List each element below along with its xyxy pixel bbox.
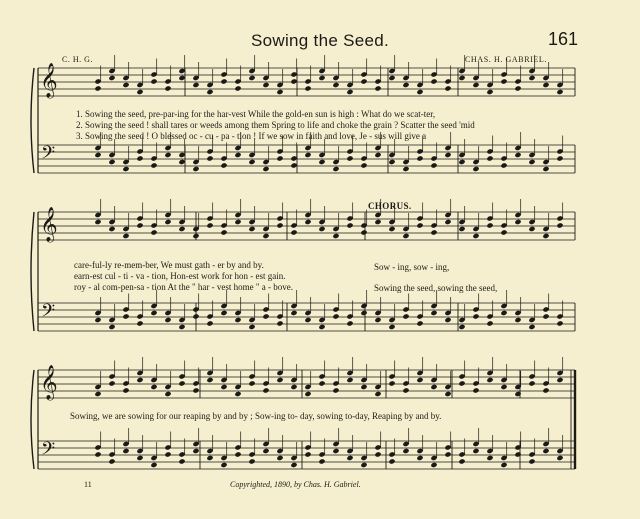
system-3-bass-note	[542, 448, 549, 454]
system-3-bass-note	[220, 462, 227, 468]
system-3-bass-note	[430, 462, 437, 468]
system-1-bass-note	[486, 155, 493, 161]
system-2-bass-note	[500, 310, 507, 316]
system-1-bass-note	[556, 155, 563, 161]
system-2-treble-note	[150, 229, 157, 235]
system-3-bass-note	[472, 448, 479, 454]
system-1-bass-note	[388, 159, 395, 165]
system-2-treble-note	[556, 222, 563, 228]
system-2-bass-note	[136, 320, 143, 326]
system-1-treble-note	[388, 75, 395, 81]
system-2-bass-note	[374, 317, 381, 323]
system-2-bass-note	[150, 310, 157, 316]
composer-credit: CHAS. H. GABRIEL.	[465, 55, 547, 64]
system-2-treble-note	[360, 229, 367, 235]
system-1-bass-note	[136, 155, 143, 161]
system-3-bass-note	[556, 455, 563, 461]
system-1-bass-note	[94, 152, 101, 158]
system-2-treble-note	[486, 222, 493, 228]
system-3-treble-note	[430, 384, 437, 390]
system-3-bass-note	[444, 451, 451, 457]
verse-2-line-a: 2. Sowing the seed ! shall tares or weeds among them Spring to life and choke the grain ? Scatter the seed 'mid	[76, 120, 475, 130]
system-2-treble-note	[346, 222, 353, 228]
system-2-bass-note	[514, 317, 521, 323]
system-3-bass-note	[346, 455, 353, 461]
system-3-bass-note	[304, 451, 311, 457]
verse-2-line-b: earn-est cul - ti - va - tion, Hon-est work for hon - est gain.	[74, 271, 286, 281]
system-2-treble-note	[472, 233, 479, 239]
system-1-bass-clef-icon: 𝄢	[41, 143, 56, 168]
page-number: 161	[548, 29, 579, 49]
system-2-bass-note	[290, 310, 297, 316]
system-1-bass-note	[444, 152, 451, 158]
system-1-bass-note	[416, 155, 423, 161]
system-2-treble-note	[206, 222, 213, 228]
system-3-bass-note	[374, 451, 381, 457]
system-3-bass-note	[458, 458, 465, 464]
system-3-treble-note	[178, 380, 185, 386]
system-2-bass-note	[346, 320, 353, 326]
system-2-treble-note	[136, 222, 143, 228]
system-2-treble-note	[402, 233, 409, 239]
system-2-brace	[31, 212, 34, 331]
system-3-treble-note	[290, 384, 297, 390]
system-1-bass-note	[528, 159, 535, 165]
system-2-treble-note	[192, 233, 199, 239]
chorus-line-1: Sow - ing, sow - ing,	[374, 262, 450, 272]
system-1-treble-note	[556, 89, 563, 95]
system-1-bass-note	[206, 155, 213, 161]
system-2-bass-note	[178, 324, 185, 330]
system-3-treble-note	[262, 387, 269, 393]
system-1-treble-note	[332, 82, 339, 88]
system-2-bass-note	[192, 313, 199, 319]
system-3-bass-note	[150, 462, 157, 468]
system-2-treble-note	[248, 226, 255, 232]
system-1-treble-note	[528, 75, 535, 81]
system-2-treble-note	[528, 226, 535, 232]
hymn-title: Sowing the Seed.	[250, 31, 390, 50]
system-1-bass-note	[290, 162, 297, 168]
system-2-treble-note	[500, 229, 507, 235]
system-1-bass-note	[234, 152, 241, 158]
system-1-brace	[31, 68, 34, 173]
system-3-bass-note	[514, 451, 521, 457]
system-2-bass-note	[458, 324, 465, 330]
system-2-treble-note	[444, 219, 451, 225]
system-1-treble-note	[150, 78, 157, 84]
system-1-bass-note	[304, 152, 311, 158]
system-2-bass-note	[360, 310, 367, 316]
system-2-bass-note	[430, 310, 437, 316]
system-1-treble-note	[136, 89, 143, 95]
system-3-treble-note	[192, 387, 199, 393]
system-2-bass-note	[262, 313, 269, 319]
system-1-bass-note	[192, 166, 199, 172]
system-3-treble-note	[458, 380, 465, 386]
system-2-treble-note	[374, 219, 381, 225]
system-3-brace	[31, 370, 34, 469]
system-2-bass-note	[556, 320, 563, 326]
system-1-treble-note	[346, 89, 353, 95]
system-3-bass-note	[136, 455, 143, 461]
system-3-treble-note	[514, 391, 521, 397]
system-3-treble-note	[444, 391, 451, 397]
system-1-bass-note	[346, 155, 353, 161]
system-2-treble-note	[416, 222, 423, 228]
system-2-treble-note	[122, 233, 129, 239]
system-1-bass-note	[262, 166, 269, 172]
system-2-treble-note	[542, 233, 549, 239]
system-1-bass-note	[542, 166, 549, 172]
system-3-treble-clef-icon: 𝄞	[40, 365, 58, 400]
system-2-bass-note	[486, 320, 493, 326]
system-1-treble-note	[360, 78, 367, 84]
system-2-treble-note	[290, 229, 297, 235]
system-3-treble-note	[374, 391, 381, 397]
system-2-treble-note	[458, 226, 465, 232]
system-3-bass-note	[332, 448, 339, 454]
system-2-bass-note	[402, 313, 409, 319]
system-3-bass-note	[500, 462, 507, 468]
system-3-treble-note	[248, 380, 255, 386]
system-1-treble-note	[206, 89, 213, 95]
system-3-treble-note	[206, 377, 213, 383]
system-3-bass-note	[248, 458, 255, 464]
system-1-bass-note	[178, 159, 185, 165]
system-1-bass-note	[318, 159, 325, 165]
system-2-bass-note	[122, 313, 129, 319]
system-1-treble-note	[290, 78, 297, 84]
system-3-bass-note	[276, 455, 283, 461]
system-2-bass-note	[472, 313, 479, 319]
system-2-treble-note	[304, 219, 311, 225]
system-2-bass-note	[332, 313, 339, 319]
system-1-treble-note	[500, 78, 507, 84]
system-3-bass-note	[94, 451, 101, 457]
system-1-bass-note	[360, 162, 367, 168]
system-2-treble-note	[108, 226, 115, 232]
chorus-label: CHORUS.	[368, 201, 412, 211]
system-1-bass-note	[108, 159, 115, 165]
system-1-bass-note	[402, 166, 409, 172]
system-3-bass-note	[290, 462, 297, 468]
verse-3-line-b: roy - al com-pen-sa - tion At the " har - vest home " a - bove.	[74, 282, 294, 292]
system-1-treble-note	[472, 82, 479, 88]
system-3-treble-note	[150, 384, 157, 390]
system-2-bass-note	[276, 320, 283, 326]
system-3-treble-note	[402, 387, 409, 393]
system-3-treble-note	[108, 380, 115, 386]
system-2-treble-clef-icon: 𝄞	[40, 207, 58, 242]
system-3-treble-note	[122, 387, 129, 393]
system-3-bass-note	[164, 451, 171, 457]
system-3-bass-clef-icon: 𝄢	[41, 439, 56, 464]
system-1-treble-note	[486, 89, 493, 95]
system-1-treble-note	[122, 82, 129, 88]
system-1-treble-note	[94, 85, 101, 91]
system-1-bass-note	[430, 162, 437, 168]
system-1-treble-note	[374, 85, 381, 91]
system-1-treble-note	[514, 85, 521, 91]
system-3-treble-note	[276, 377, 283, 383]
system-3-treble-note	[500, 384, 507, 390]
system-3-bass-note	[486, 455, 493, 461]
system-1-treble-clef-icon: 𝄞	[40, 63, 58, 98]
system-3-treble-note	[556, 377, 563, 383]
system-2-bass-note	[248, 324, 255, 330]
system-3-treble-note	[164, 391, 171, 397]
system-1-treble-note	[164, 85, 171, 91]
system-3-treble-note	[234, 391, 241, 397]
system-3-bass-note	[402, 448, 409, 454]
system-3-treble-note	[332, 387, 339, 393]
system-3-bass-note	[360, 462, 367, 468]
system-1-treble-note	[192, 82, 199, 88]
system-3-bass-note	[206, 455, 213, 461]
system-3-treble-note	[136, 377, 143, 383]
system-2-bass-note	[108, 324, 115, 330]
system-1-treble-note	[430, 78, 437, 84]
system-2-treble-note	[234, 219, 241, 225]
system-1-bass-note	[150, 162, 157, 168]
system-2-bass-note	[542, 313, 549, 319]
system-2-bass-note	[234, 317, 241, 323]
system-1-treble-note	[444, 85, 451, 91]
system-1-bass-note	[248, 159, 255, 165]
system-1-treble-note	[178, 75, 185, 81]
system-3-bass-note	[388, 458, 395, 464]
system-1-treble-note	[318, 75, 325, 81]
system-2-treble-note	[332, 233, 339, 239]
system-2-treble-note	[388, 226, 395, 232]
system-3-treble-note	[318, 380, 325, 386]
system-3-treble-note	[304, 391, 311, 397]
system-3-treble-note	[528, 380, 535, 386]
system-3-bass-note	[192, 448, 199, 454]
system-2-bass-note	[220, 310, 227, 316]
system-2-treble-note	[262, 233, 269, 239]
footer-page-label: 11	[84, 480, 92, 489]
system-2-treble-note	[276, 222, 283, 228]
system-1-treble-note	[220, 78, 227, 84]
system-2-treble-note	[514, 219, 521, 225]
system-2-treble-note	[220, 229, 227, 235]
system-3-bass-note	[318, 458, 325, 464]
system-1-treble-note	[416, 89, 423, 95]
system-3-treble-note	[542, 387, 549, 393]
system-2-bass-note	[444, 317, 451, 323]
system-2-bass-note	[304, 317, 311, 323]
system-1-bass-note	[164, 152, 171, 158]
system-1-treble-note	[108, 75, 115, 81]
system-1-treble-note	[304, 85, 311, 91]
system-3-treble-note	[346, 377, 353, 383]
system-1-bass-note	[514, 152, 521, 158]
system-1-treble-note	[262, 82, 269, 88]
system-2-bass-note	[318, 324, 325, 330]
lyricist-credit: C. H. G.	[62, 55, 93, 64]
chorus-line-2: Sowing the seed, sowing the seed,	[374, 283, 498, 293]
system-2-treble-note	[430, 229, 437, 235]
system-3-treble-note	[94, 391, 101, 397]
system-3-treble-note	[388, 380, 395, 386]
system-3-bass-note	[178, 458, 185, 464]
system-1-bass-note	[332, 166, 339, 172]
system-2-bass-note	[206, 320, 213, 326]
system-2-treble-note	[164, 219, 171, 225]
system-2-bass-note	[164, 317, 171, 323]
system-1-treble-note	[458, 75, 465, 81]
system-1-treble-note	[276, 89, 283, 95]
system-3-bass-note	[262, 448, 269, 454]
chorus-line-3: Sowing, we are sowing for our reaping by and by ; Sow-ing to- day, sowing to-day, Reaping by and by.	[70, 411, 442, 421]
verse-1-line-a: 1. Sowing the seed, pre-par-ing for the har-vest While the gold-en sun is high : What do we scat-ter,	[76, 109, 436, 119]
system-2-bass-note	[94, 317, 101, 323]
system-2-treble-note	[178, 226, 185, 232]
system-1-bass-note	[500, 162, 507, 168]
system-3-bass-note	[416, 455, 423, 461]
system-1-bass-note	[220, 162, 227, 168]
system-2-bass-note	[388, 324, 395, 330]
verse-1-line-b: care-ful-ly re-mem-ber, We must gath - er by and by.	[74, 260, 264, 270]
system-1-treble-note	[234, 85, 241, 91]
system-1-bass-note	[122, 166, 129, 172]
system-3-bass-note	[234, 451, 241, 457]
verse-3-line-a: 3. Sowing the seed ! O blessed oc - cu - pa - tion ! If we sow in faith and love, Je - sus will give a	[76, 131, 427, 141]
copyright-notice: Copyrighted, 1890, by Chas. H. Gabriel.	[230, 480, 361, 489]
system-1-bass-note	[374, 152, 381, 158]
system-1-bass-note	[276, 155, 283, 161]
system-2-bass-note	[416, 320, 423, 326]
system-1-bass-note	[458, 159, 465, 165]
system-2-bass-note	[528, 324, 535, 330]
system-3-treble-note	[220, 384, 227, 390]
system-1-treble-note	[248, 75, 255, 81]
system-3-treble-note	[472, 387, 479, 393]
system-1-treble-note	[542, 82, 549, 88]
system-3-treble-note	[416, 377, 423, 383]
system-2-treble-note	[94, 219, 101, 225]
system-3-treble-note	[486, 377, 493, 383]
system-1-bass-note	[472, 166, 479, 172]
system-2-bass-clef-icon: 𝄢	[41, 301, 56, 326]
system-2-treble-note	[318, 226, 325, 232]
system-3-bass-note	[528, 458, 535, 464]
system-3-treble-note	[360, 384, 367, 390]
system-1-treble-note	[402, 82, 409, 88]
system-3-bass-note	[108, 458, 115, 464]
system-3-bass-note	[122, 448, 129, 454]
